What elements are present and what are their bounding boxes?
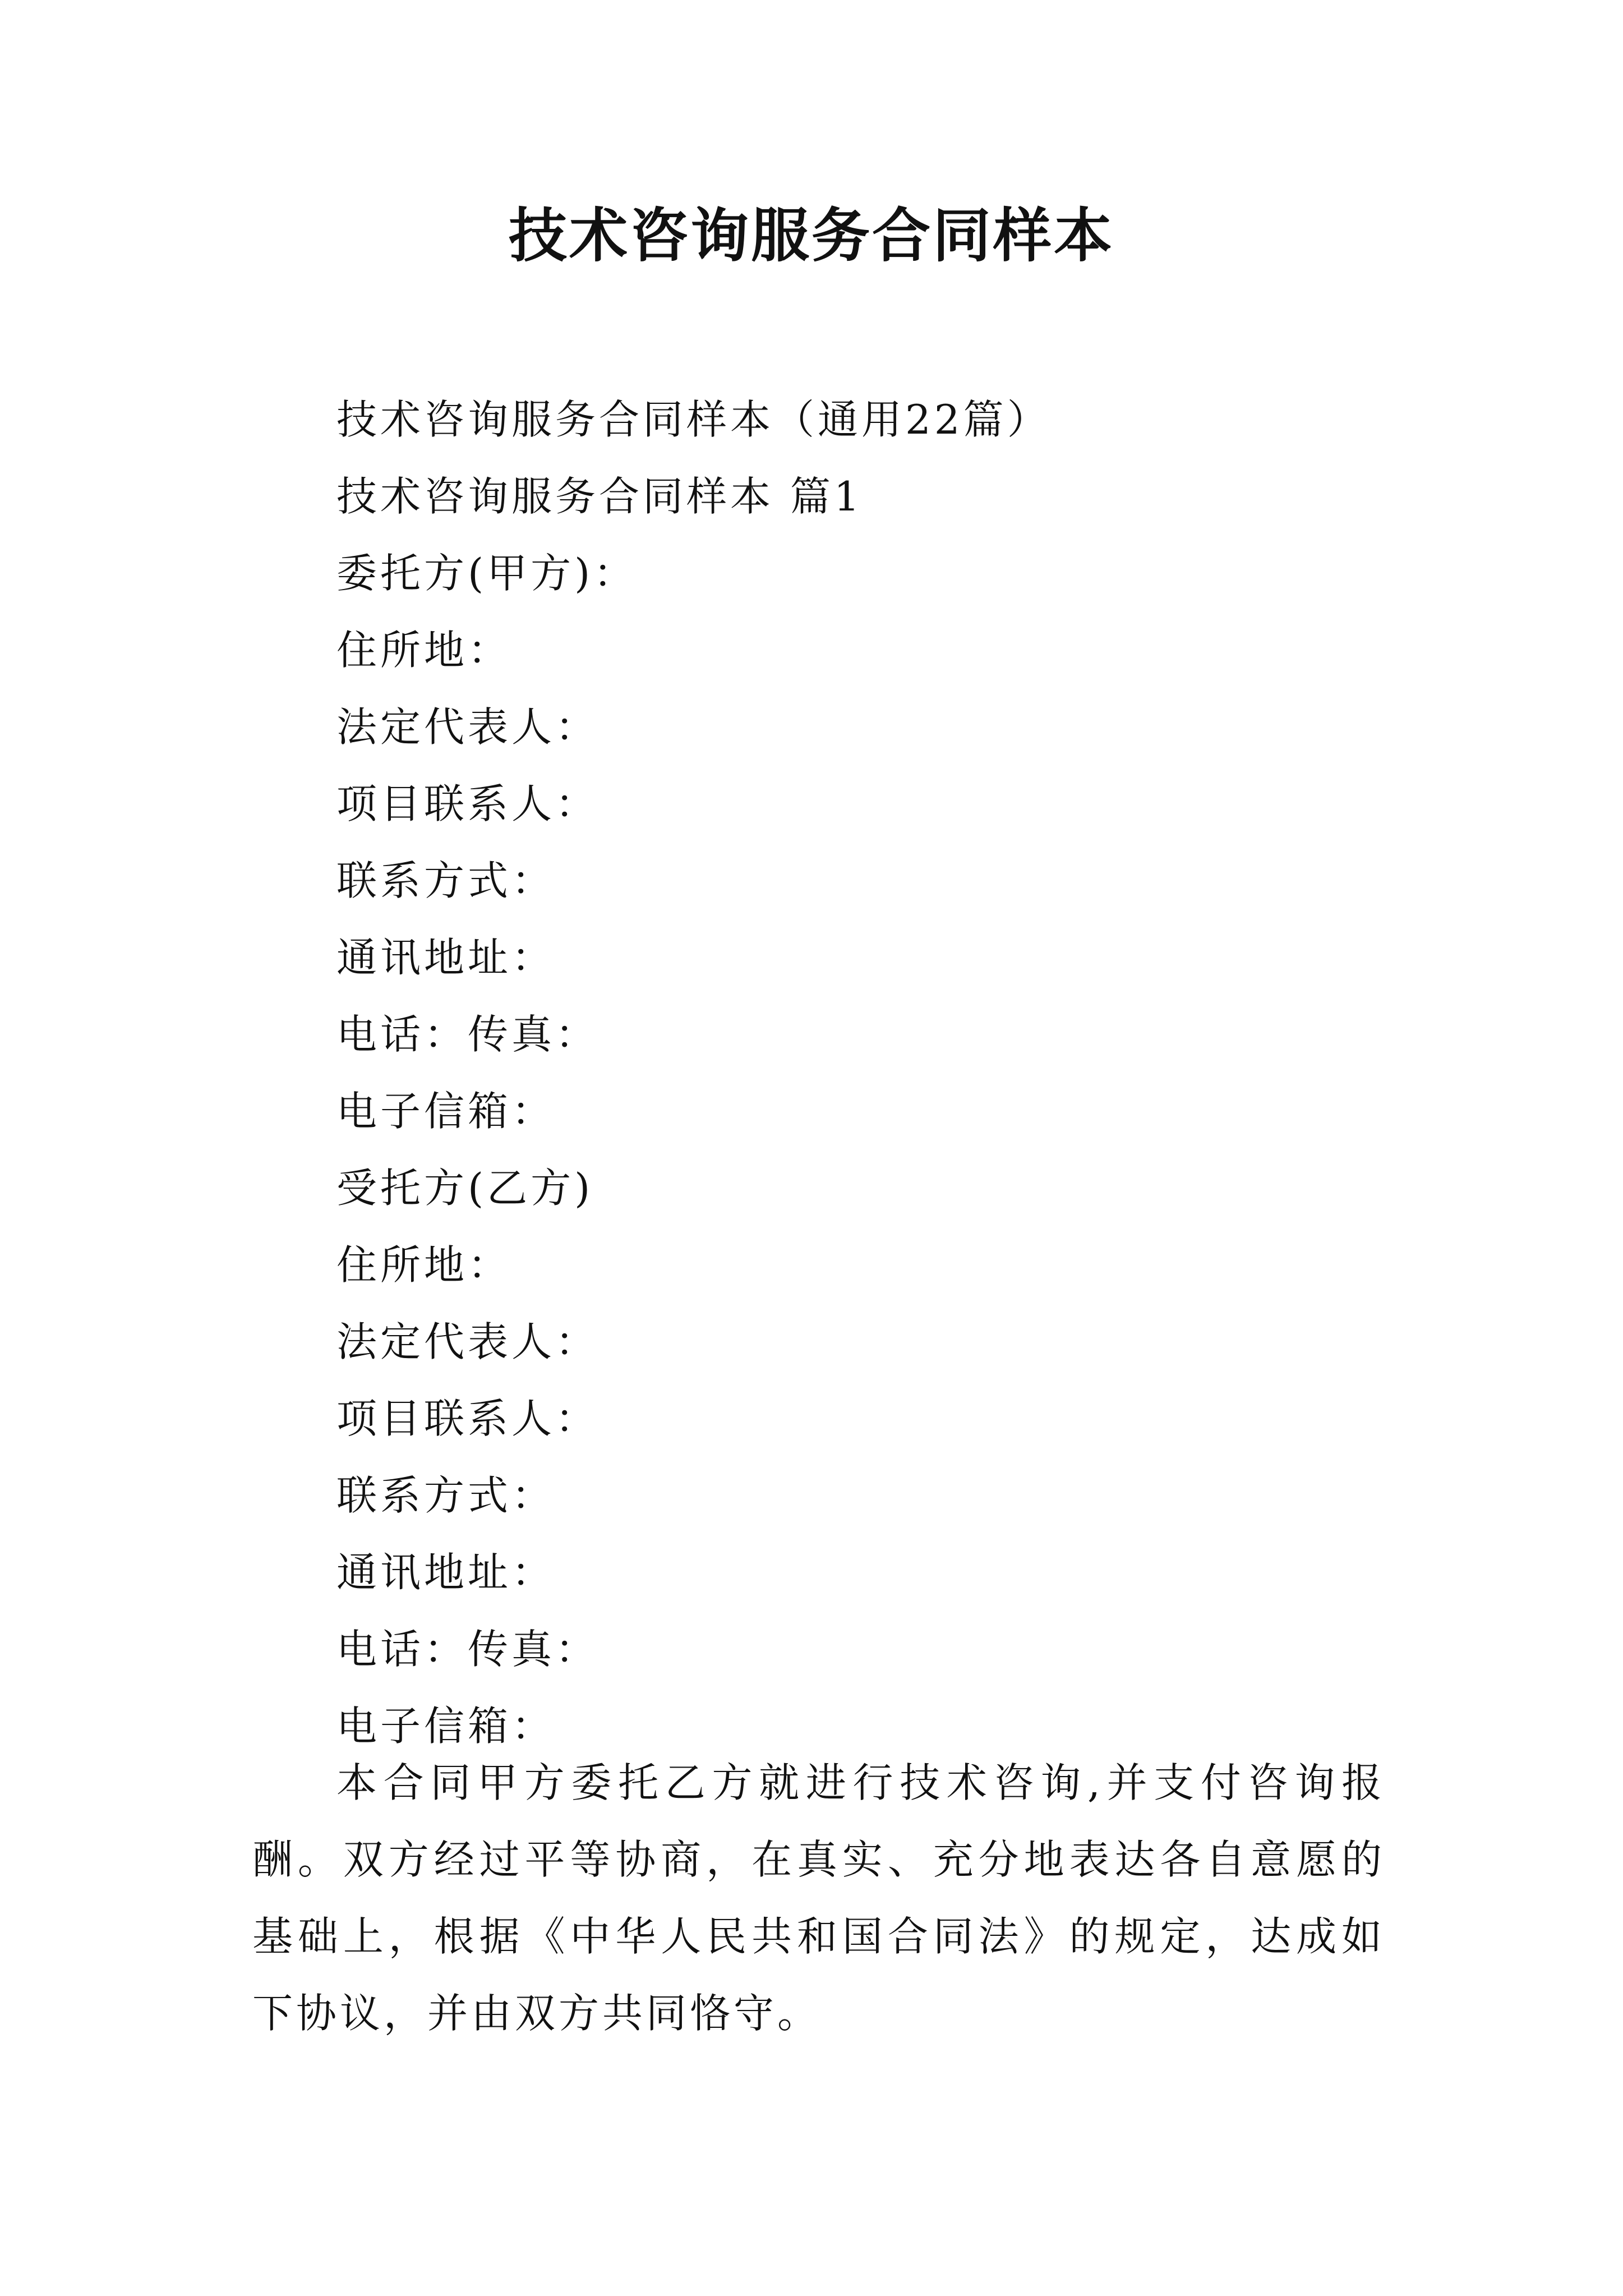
- contract-fields-list: [336, 381, 1402, 1765]
- party-a-email: 电子信箱：: [336, 1088, 556, 1135]
- party-a-phone-fax: 电话：传真：: [336, 1011, 600, 1058]
- party-a-mailing-address: 通讯地址：: [336, 934, 556, 981]
- party-b-phone-fax: 电话：传真：: [336, 1626, 600, 1673]
- party-b-email: 电子信箱：: [336, 1703, 556, 1750]
- party-b-address: 住所地：: [336, 1241, 512, 1289]
- party-a-address: 住所地：: [336, 627, 512, 674]
- party-b-legal-rep: 法定代表人：: [336, 1318, 600, 1365]
- party-a-contact-method: 联系方式：: [336, 857, 556, 904]
- agreement-paragraph: 本合同甲方委托乙方就进行技术咨询,并支付咨询报酬。双方经过平等协商，在真实、充分地表达各自意愿的基础上，根据《中华人民共和国合同法》的规定，达成如下协议，并由双方共同恪守。: [252, 1759, 1385, 2037]
- party-a-project-contact: 项目联系人：: [336, 780, 600, 827]
- party-b-mailing-address: 通讯地址：: [336, 1549, 556, 1596]
- subtitle-line: 技术咨询服务合同样本（通用22篇）: [336, 396, 1051, 443]
- party-b-project-contact: 项目联系人：: [336, 1395, 600, 1442]
- party-b-contact-method: 联系方式：: [336, 1472, 556, 1519]
- party-a-label: 委托方(甲方)：: [336, 550, 638, 597]
- party-b-label: 受托方(乙方): [336, 1165, 594, 1212]
- section-heading: 技术咨询服务合同样本 篇1: [336, 473, 863, 520]
- party-a-legal-rep: 法定代表人：: [336, 703, 600, 751]
- document-title: 技术咨询服务合同样本: [508, 201, 1114, 270]
